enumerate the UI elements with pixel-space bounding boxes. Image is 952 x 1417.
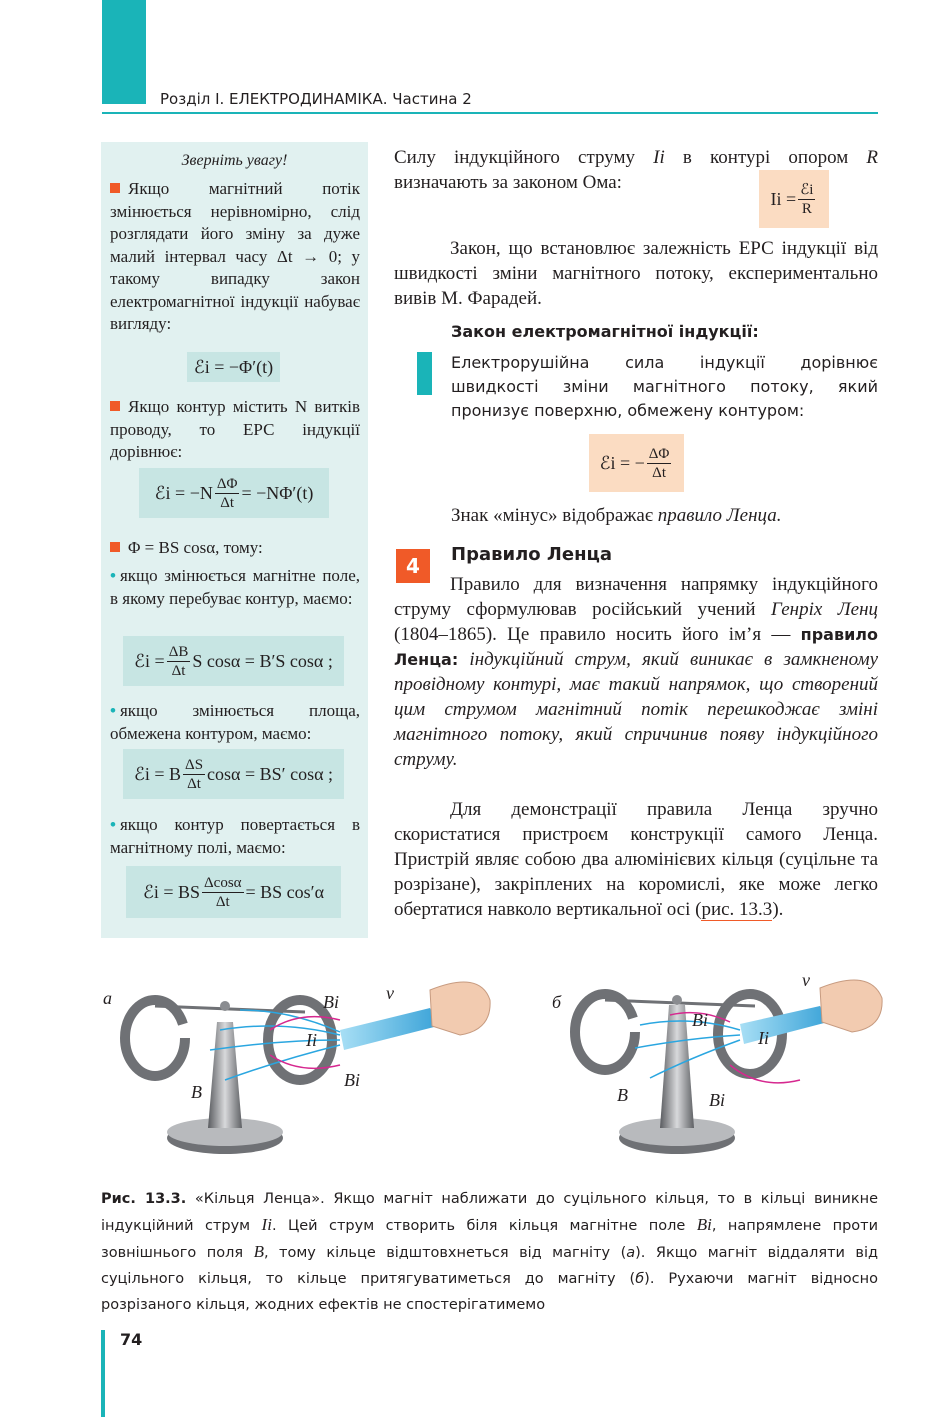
lenz-rings-figure [100, 960, 890, 1170]
lenz-device-paragraph: Для демонстрації правила Ленца зручно скористатися пристроєм конструкції самого Ленца. Пристрій являє собою два алюмінієвих кільця (суцільне та розрізане), закріплених на коромислі, яке може легко обертатися навколо вертикальної осі (рис. 13.3). [394, 799, 878, 920]
running-header: Розділ I. ЕЛЕКТРОДИНАМІКА. Частина 2 [160, 90, 472, 108]
formula-n-turns: ℰi = −N $\frac{\Delta\Phi}{\Delta t}$ = −NΦ′(t) [139, 468, 329, 518]
label-bi-a-bottom: Bi [344, 1070, 360, 1090]
sidebar-paragraph-2: Якщо контур містить N витків проводу, то ЕРС індукції дорівнює: [110, 397, 360, 461]
panel-a [125, 982, 490, 1154]
sidebar-paragraph-3: Φ = BS cosα, тому: [110, 537, 360, 560]
figure-label-b: б [552, 992, 562, 1012]
fraction: $\frac{\text{ℰi}}{R}$ [800, 181, 814, 217]
sidebar-paragraph-1: Якщо магнітний потік змінюється нерівномірно, слід розглядати його зміну за дуже малий інтервал часу Δt → 0; у такому випадку закон електромагнітної індукції набуває вигляду: [110, 179, 360, 333]
lenz-rule-paragraph: Правило для визначення напрямку індукційного струму сформулював російський учений Генріх Ленц (1804–1865). Це правило носить його ім’я — правило Ленца: індукційний струм, який виникає в замкненому провідному контурі, має такий напрямок, що створений цим струмом магнітний потік перешкоджає зміні магнітного потоку, який спричинив появу індукційного струму. [394, 574, 878, 770]
figure-reference[interactable]: рис. 13.3 [701, 899, 773, 920]
figure-caption: Рис. 13.3. «Кільця Ленца». Якщо магніт наближати до суцільного кільця, то в кільці виникне індукційний струм Ii. Цей струм створить біля кільця магнітне поле Bi, напрямлене проти зовнішнього поля B, тому кільце відштовхнеться від магніту (а). Якщо магніт віддаляти від суцільного кільця, то кільце притягуватиметься до магніту (б). Рухаючи магніт відносно розрізаного кільця, жодних ефектів не спостерігатимемо [101, 1191, 879, 1313]
ohm-paragraph: Силу індукційного струму Ii в контурі опором R визначають за законом Ома: [394, 147, 879, 193]
sidebar-title: Зверніть увагу! [181, 152, 288, 169]
label-ii-b: Ii [758, 1028, 769, 1048]
magnet [340, 1008, 438, 1050]
hand [430, 982, 490, 1035]
fraction: $\frac{\Delta\Phi}{\Delta t}$ [216, 475, 238, 511]
figure-label-a: а [103, 988, 112, 1008]
label-bi-a-top: Bi [323, 992, 339, 1012]
cut-ring [125, 1000, 185, 1076]
label-bi-b-bottom: Bi [709, 1090, 725, 1110]
minus-sign-paragraph: Знак «мінус» відображає правило Ленца. [451, 505, 782, 526]
formula-area-change: ℰi = B $\frac{\Delta S}{\Delta t}$ cosα = BS′ cosα ; [123, 749, 344, 799]
label-ii-a: Ii [306, 1030, 317, 1050]
bullet-dot-icon: • [110, 815, 116, 834]
fraction: $\frac{\Delta\Phi}{\Delta t}$ [648, 445, 670, 481]
formula-field-change: ℰi = $\frac{\Delta B}{\Delta t}$ S cosα = B′S cosα ; [123, 636, 344, 686]
bullet-dot-icon: • [110, 701, 116, 720]
formula-rotation: ℰi = BS $\frac{\Delta\cos\alpha}{\Delta t}$ = BS cos′α [126, 866, 341, 918]
label-v-a: v [386, 983, 394, 1003]
page-number: 74 [120, 1330, 143, 1349]
sidebar-paragraph-5: • якщо змінюється площа, обмежена контуром, маємо: [110, 701, 360, 743]
fraction: $\frac{\Delta B}{\Delta t}$ [168, 643, 189, 679]
label-b-b: B [617, 1085, 628, 1105]
section-number: 4 [396, 549, 430, 583]
panel-b [575, 980, 882, 1154]
label-b-a: B [191, 1082, 202, 1102]
bullet-square-icon [110, 183, 120, 193]
header-rule [102, 112, 878, 114]
section-title: Правило Ленца [451, 544, 612, 565]
ohm-formula: Ii = $\frac{\text{ℰi}}{R}$ [759, 170, 829, 228]
faraday-formula: ℰi = − $\frac{\Delta\Phi}{\Delta t}$ [589, 434, 684, 492]
law-text: Електрорушійна сила індукції дорівнює швидкості зміни магнітного потоку, який пронизує поверхню, обмежену контуром: [451, 353, 878, 420]
fraction: $\frac{\Delta S}{\Delta t}$ [185, 756, 204, 792]
label-v-b: v [802, 970, 810, 990]
formula-derivative: ℰi = −Φ′(t) [187, 352, 280, 382]
faraday-paragraph: Закон, що встановлює залежність ЕРС індукції від швидкості зміни магнітного потоку, експериментально вивів М. Фарадей. [394, 238, 878, 309]
sidebar-paragraph-6: • якщо контур повертається в магнітному полі, маємо: [110, 815, 360, 857]
fraction: $\frac{\Delta\cos\alpha}{\Delta t}$ [204, 874, 242, 910]
law-title: Закон електромагнітної індукції: [451, 322, 759, 341]
bullet-dot-icon: • [110, 566, 116, 585]
page-number-bar [101, 1330, 105, 1417]
bullet-square-icon [110, 401, 120, 411]
bullet-square-icon [110, 542, 120, 552]
sidebar-paragraph-4: • якщо змінюється магнітне поле, в якому перебуває контур, маємо: [110, 566, 360, 608]
attention-sidebar [101, 142, 368, 938]
chapter-tab [102, 0, 146, 104]
law-marker [417, 352, 432, 395]
label-bi-b-top: Bi [692, 1010, 708, 1030]
